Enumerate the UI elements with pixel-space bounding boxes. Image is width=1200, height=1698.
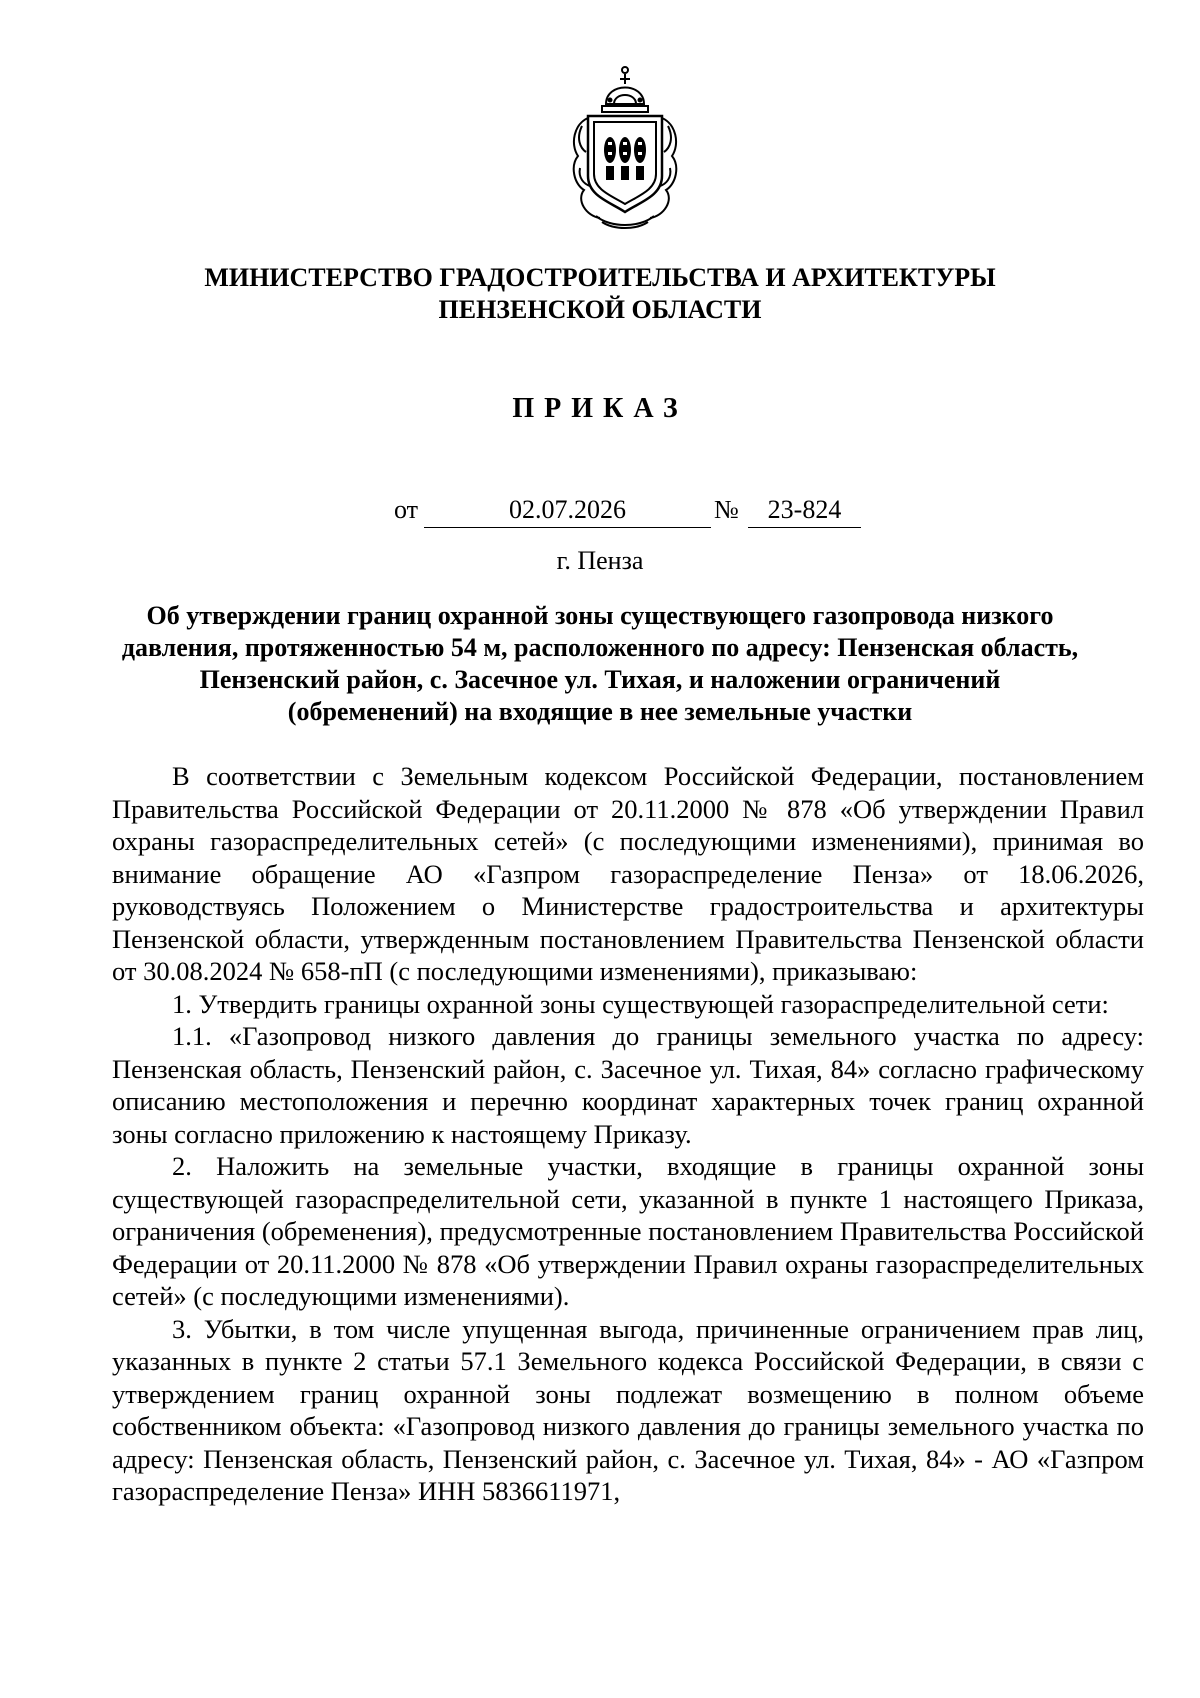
ministry-name-line1: МИНИСТЕРСТВО ГРАДОСТРОИТЕЛЬСТВА И АРХИТЕКТУРЫ [204, 263, 996, 292]
order-title: ПРИКАЗ [512, 393, 688, 424]
item-1-paragraph: 1. Утвердить границы охранной зоны существующей газораспределительной сети: [172, 988, 1109, 1019]
item-3-paragraph: 3. Убытки, в том числе упущенная выгода, причиненные ограничением прав лиц, указанных в пункте 2 статьи 57.1 Земельного кодекса Российской Федерации, в связи с утверждением границ охранной зоны подлежат возмещению в полном объеме собственником объекта: «Газопровод низкого давления до границы земельного участка по адресу: Пензенская область, Пензенский район, с. Засечное ул. Тихая, 84» - АО «Газпром газораспределение Пенза» ИНН 5836611971, [112, 1313, 1144, 1506]
number-sign: № [714, 495, 739, 524]
ministry-name-line2: ПЕНЗЕНСКОЙ ОБЛАСТИ [438, 295, 762, 324]
city: г. Пенза [556, 546, 644, 575]
order-body [112, 760, 1144, 1508]
preamble-paragraph: В соответствии с Земельным кодексом Российской Федерации, постановлением Правительства Российской Федерации от 20.11.2000 № 878 «Об утверждении Правил охраны газораспределительных сетей» (с последующими изменениями), принимая во внимание обращение АО «Газпром газораспределение Пенза» от 18.06.2026, руководствуясь Положением о Министерстве градостроительства и архитектуры Пензенской области, утвержденным постановлением Правительства Пензенской области от 30.08.2024 № 658-пП (с последующими изменениями), приказываю: [112, 761, 1144, 986]
order-number: 23-824 [748, 493, 861, 528]
item-2-paragraph: 2. Наложить на земельные участки, входящие в границы охранной зоны существующей газораспределительной сети, указанной в пункте 1 настоящего Приказа, ограничения (обременения), предусмотренные постановлением Правительства Российской Федерации от 20.11.2000 № 878 «Об утверждении Правил охраны газораспределительных сетей» (с последующими изменениями). [112, 1151, 1144, 1311]
order-date: 02.07.2026 [424, 493, 711, 528]
ministry-name [0, 262, 1200, 326]
item-1-1-paragraph: 1.1. «Газопровод низкого давления до границы земельного участка по адресу: Пензенская область, Пензенский район, с. Засечное ул. Тихая, 84» согласно графическому описанию местоположения и перечню координат характерных точек границ охранной зоны согласно приложению к настоящему Приказу. [112, 1021, 1144, 1149]
date-prefix: от [394, 495, 419, 524]
order-subject: Об утверждении границ охранной зоны существующего газопровода низкого давления, протяженностью 54 м, расположенного по адресу: Пензенская область, Пензенский район, с. Засечное ул. Тихая, и наложении ограничений (обременений) на входящие в нее земельные участки [121, 601, 1079, 726]
coat-of-arms-icon [566, 52, 684, 232]
